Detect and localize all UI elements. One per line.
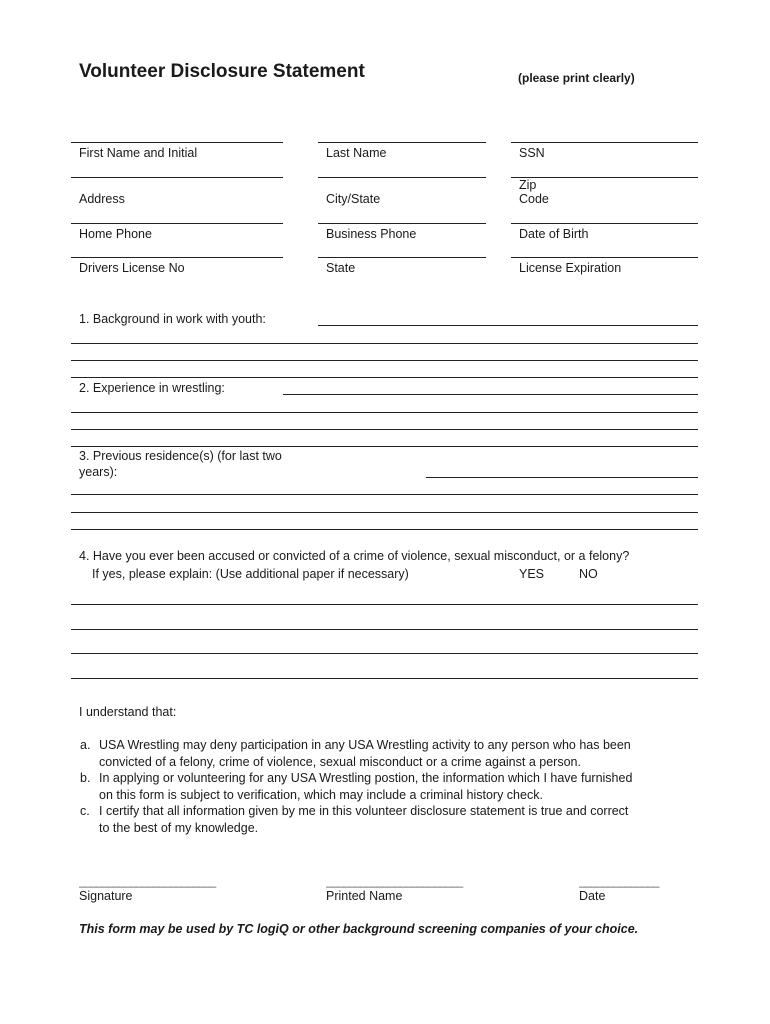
zip-label-line1: Zip [519, 178, 537, 192]
question-4-answer-line[interactable] [71, 678, 698, 679]
question-1-label: 1. Background in work with youth: [79, 312, 266, 326]
list-marker: a. [80, 738, 91, 752]
last-name-label: Last Name [326, 146, 387, 160]
list-item-text: I certify that all information given by me in this volunteer disclosure statement is true and correct to the best of my knowledge. [99, 804, 629, 835]
question-3-label-line1: 3. Previous residence(s) (for last two [79, 449, 282, 463]
list-marker: b. [80, 771, 91, 785]
city-state-label: City/State [326, 192, 381, 206]
page-title: Volunteer Disclosure Statement [79, 61, 365, 82]
ssn-input-line[interactable] [511, 142, 698, 143]
print-clearly-note: (please print clearly) [518, 71, 635, 85]
question-3-answer-line[interactable] [71, 512, 698, 513]
question-2-answer-line[interactable] [283, 394, 698, 395]
license-expiration-label: License Expiration [519, 261, 622, 275]
date-input-line[interactable]: ______________ [579, 874, 659, 888]
list-item [80, 737, 640, 770]
question-2-answer-line[interactable] [71, 446, 698, 447]
dob-input-line[interactable] [511, 223, 698, 224]
printed-name-label: Printed Name [326, 889, 403, 903]
list-marker: c. [80, 804, 90, 818]
question-3-label-line2: years): [79, 465, 118, 479]
drivers-license-label: Drivers License No [79, 261, 185, 275]
dob-label: Date of Birth [519, 227, 589, 241]
question-1-answer-line[interactable] [71, 343, 698, 344]
question-2-answer-line[interactable] [71, 429, 698, 430]
state-label: State [326, 261, 356, 275]
address-input-line[interactable] [71, 177, 283, 178]
question-4-explain-label: If yes, please explain: (Use additional paper if necessary) [92, 567, 409, 581]
question-2-label: 2. Experience in wrestling: [79, 381, 225, 395]
state-input-line[interactable] [318, 257, 486, 258]
signature-input-line[interactable]: ________________________ [79, 874, 216, 888]
home-phone-input-line[interactable] [71, 223, 283, 224]
question-1-answer-line[interactable] [71, 377, 698, 378]
question-4-label: 4. Have you ever been accused or convicted of a crime of violence, sexual misconduct, or a felony? [79, 549, 630, 563]
list-item [80, 803, 640, 836]
question-2-answer-line[interactable] [71, 412, 698, 413]
question-3-answer-line[interactable] [71, 529, 698, 530]
business-phone-input-line[interactable] [318, 223, 486, 224]
city-state-input-line[interactable] [318, 177, 486, 178]
first-name-label: First Name and Initial [79, 146, 198, 160]
home-phone-label: Home Phone [79, 227, 152, 241]
no-option[interactable]: NO [579, 567, 598, 581]
first-name-input-line[interactable] [71, 142, 283, 143]
understand-list [80, 737, 640, 836]
question-4-answer-line[interactable] [71, 604, 698, 605]
drivers-license-input-line[interactable] [71, 257, 283, 258]
question-1-answer-line[interactable] [71, 360, 698, 361]
question-4-answer-line[interactable] [71, 629, 698, 630]
question-4-answer-line[interactable] [71, 653, 698, 654]
signature-label: Signature [79, 889, 133, 903]
list-item [80, 770, 640, 803]
zip-input-line[interactable] [511, 177, 698, 178]
ssn-label: SSN [519, 146, 545, 160]
license-expiration-input-line[interactable] [511, 257, 698, 258]
understand-intro: I understand that: [79, 705, 177, 719]
printed-name-input-line[interactable]: ________________________ [326, 874, 463, 888]
question-1-answer-line[interactable] [318, 325, 698, 326]
address-label: Address [79, 192, 125, 206]
yes-option[interactable]: YES [519, 567, 545, 581]
list-item-text: USA Wrestling may deny participation in any USA Wrestling activity to any person who has been convicted of a felony, crime of violence, sexual misconduct or a crime against a person. [99, 738, 631, 769]
last-name-input-line[interactable] [318, 142, 486, 143]
footer-note: This form may be used by TC logiQ or other background screening companies of your choice. [79, 922, 639, 936]
question-3-answer-line[interactable] [426, 477, 698, 478]
date-label: Date [579, 889, 606, 903]
zip-label-line2: Code [519, 192, 549, 206]
business-phone-label: Business Phone [326, 227, 417, 241]
question-3-answer-line[interactable] [71, 494, 698, 495]
list-item-text: In applying or volunteering for any USA Wrestling postion, the information which I have furnished on this form is subject to verification, which may include a criminal history check. [99, 771, 633, 802]
